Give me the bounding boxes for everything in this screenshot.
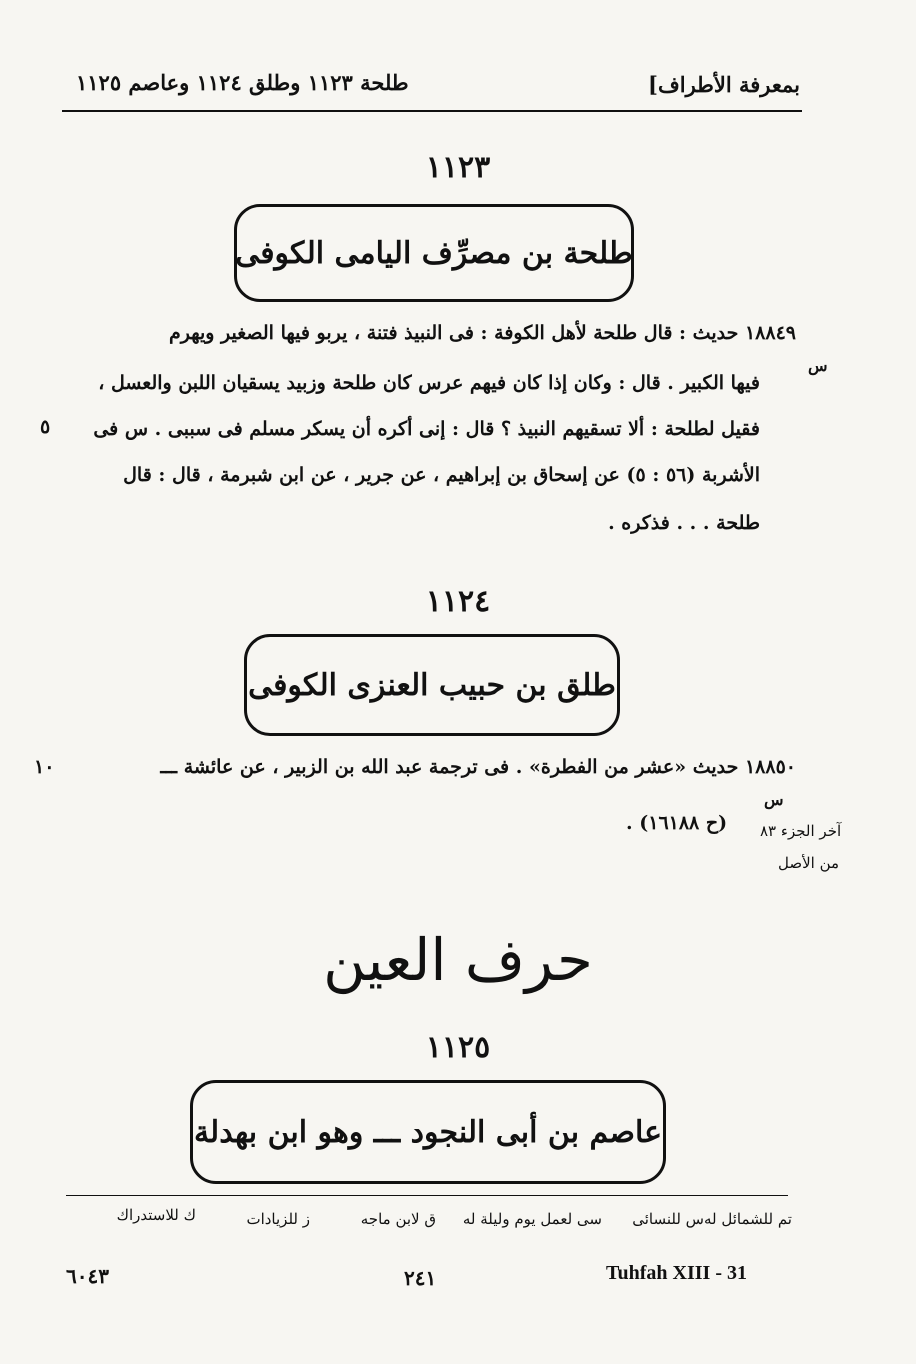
footnote-abbrev: ق لابن ماجه — [360, 1210, 436, 1228]
entry-name-box — [234, 204, 634, 302]
entry-name: طلحة بن مصرِّف اليامى الكوفى — [235, 235, 633, 271]
margin-line-number: ٥ — [40, 416, 51, 438]
hadith-line: ١٨٨٤٩ حديث : قال طلحة لأهل الكوفة : فى النبيذ فتنة ، يربو فيها الصغير ويهرم — [168, 322, 796, 344]
entry-name-box — [190, 1080, 666, 1184]
entry-number: ١١٢٣ — [425, 150, 491, 185]
entry-name-box — [244, 634, 620, 736]
marker-sin: س — [764, 790, 784, 809]
entry-name: طلق بن حبيب العنزى الكوفى — [248, 667, 616, 703]
footer-serial: ٦٠٤٣ — [66, 1264, 109, 1288]
hadith-line: فقيل لطلحة : ألا تسقيهم النبيذ ؟ قال : إنى أكره أن يسكر مسلم فى سببى . س فى — [93, 418, 760, 440]
footnote-abbrev: سى لعمل يوم وليلة له — [462, 1210, 602, 1228]
marker-sin: س — [808, 356, 828, 375]
footnote-abbrev: ك للاستدراك — [116, 1206, 196, 1224]
hadith-line: فيها الكبير . قال : وكان إذا كان فيهم عرس كان طلحة وزبيد يسقيان اللبن والعسل ، — [98, 372, 760, 394]
entry-name: عاصم بن أبى النجود ـــ وهو ابن بهدلة — [193, 1114, 663, 1150]
page-number: ٢٤١ — [404, 1266, 437, 1290]
footnote-abbrev: ز للزيادات — [246, 1210, 310, 1228]
section-title: حرف العين — [323, 926, 593, 994]
footnote-abbrev: تم للشمائل له — [703, 1210, 792, 1228]
hadith-line: طلحة . . . فذكره . — [608, 512, 760, 534]
entry-number: ١١٢٤ — [425, 584, 491, 619]
footnote-rule — [66, 1195, 788, 1196]
hadith-line: الأشربة (٥٦ : ٥) عن إسحاق بن إبراهيم ، عن جرير ، عن ابن شبرمة ، قال : قال — [123, 464, 760, 486]
hadith-line: (ح ١٦١٨٨) . — [626, 812, 728, 834]
running-header-left: طلحة ١١٢٣ وطلق ١١٢٤ وعاصم ١١٢٥ — [76, 70, 409, 95]
header-rule — [62, 110, 802, 112]
footnote-abbrev: س للنسائى — [632, 1210, 704, 1228]
running-header-right: بمعرفة الأطراف] — [648, 72, 800, 97]
side-note: من الأصل — [778, 854, 840, 872]
entry-number: ١١٢٥ — [425, 1030, 491, 1065]
margin-line-number: ١٠ — [34, 756, 55, 778]
side-note: آخر الجزء ٨٣ — [760, 822, 842, 840]
footer-signature: Tuhfah XIII - 31 — [606, 1262, 747, 1284]
hadith-line: ١٨٨٥٠ حديث «عشر من الفطرة» . فى ترجمة عبد الله بن الزبير ، عن عائشة ـــ — [160, 756, 796, 778]
